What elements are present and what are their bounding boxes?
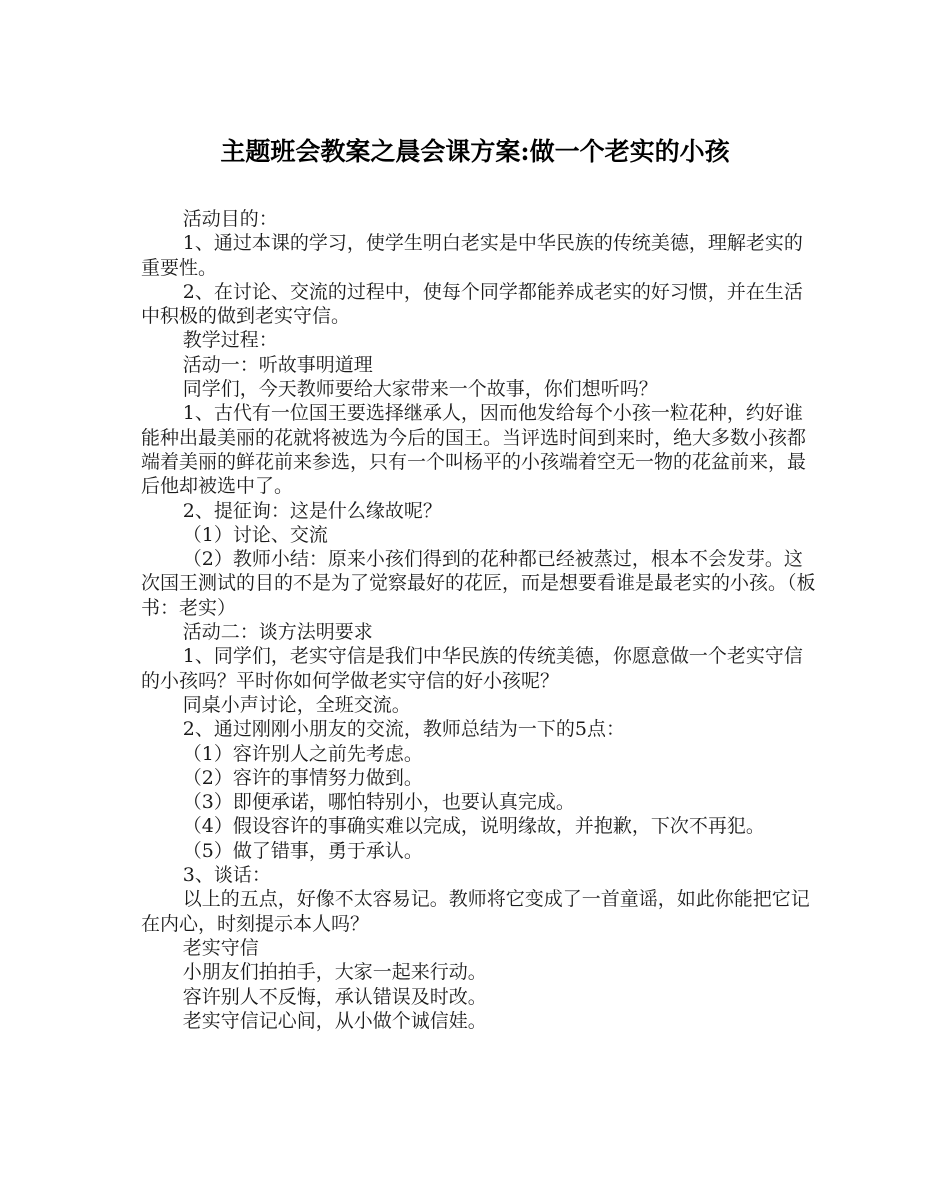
paragraph-five-points-intro: 2、通过刚刚小朋友的交流，教师总结为一下的5点： — [182, 718, 625, 741]
paragraph-activity-one-heading: 活动一：听故事明道理 — [182, 353, 373, 376]
paragraph-story-intro: 同学们，今天教师要给大家带来一个故事，你们想听吗？ — [182, 378, 658, 401]
paragraph-teacher-summary: （2）教师小结：原来小孩们得到的花种都已经被蒸过，根本不会发芽。这次国王测试的目的不是为了觉察最好的花匠，而是想要看谁是最老实的小孩。（板书：老实） — [141, 548, 816, 619]
paragraph-story: 1、古代有一位国王要选择继承人，因而他发给每个小孩一粒花种，约好谁能种出最美丽的花就将被选为今后的国王。当评选时间到来时，绝大多数小孩都端着美丽的鲜花前来参选，只有一个叫杨平的小孩端着空无一物的花盆前来，最后他却被选中了。 — [141, 402, 807, 498]
paragraph-talk-heading: 3、谈话： — [182, 864, 271, 887]
paragraph-rhyme-line-2: 容许别人不反悔，承认错误及时改。 — [182, 985, 487, 1008]
paragraph-point-4: （4）假设容许的事确实难以完成，说明缘故，并抱歉，下次不再犯。 — [182, 815, 765, 838]
paragraph-rhyme-title: 老实守信 — [182, 936, 259, 959]
paragraph-goal-2: 2、在讨论、交流的过程中，使每个同学都能养成老实的好习惯，并在生活中积极的做到老实守信。 — [141, 280, 803, 328]
paragraph-class-discussion: 同桌小声讨论，全班交流。 — [182, 693, 411, 716]
paragraph-point-2: （2）容许的事情努力做到。 — [182, 766, 423, 789]
paragraph-rhyme-line-3: 老实守信记心间，从小做个诚信娃。 — [182, 1009, 487, 1032]
paragraph-point-3: （3）即便承诺，哪怕特别小，也要认真完成。 — [182, 791, 575, 814]
paragraph-honesty-question: 1、同学们，老实守信是我们中华民族的传统美德，你愿意做一个老实守信的小孩吗？平时你如何学做老实守信的好小孩呢？ — [141, 645, 803, 692]
document-body — [141, 207, 816, 1033]
paragraph-rhyme-intro: 以上的五点，好像不太容易记。教师将它变成了一首童谣，如此你能把它记在内心，时刻提示本人吗？ — [141, 888, 810, 935]
paragraph-discussion: （1）讨论、交流 — [182, 523, 328, 546]
paragraph-rhyme-line-1: 小朋友们拍拍手，大家一起来行动。 — [182, 961, 487, 984]
paragraph-question: 2、提征询：这是什么缘故呢？ — [182, 499, 442, 522]
paragraph-activity-two-heading: 活动二：谈方法明要求 — [182, 621, 373, 644]
paragraph-teaching-process-heading: 教学过程： — [182, 329, 278, 352]
paragraph-point-1: （1）容许别人之前先考虑。 — [182, 742, 423, 765]
paragraph-activity-goal-heading: 活动目的： — [182, 208, 278, 230]
paragraph-point-5: （5）做了错事，勇于承认。 — [182, 839, 423, 862]
document-title: 主题班会教案之晨会课方案:做一个老实的小孩 — [220, 137, 730, 166]
paragraph-goal-1: 1、通过本课的学习，使学生明白老实是中华民族的传统美德，理解老实的重要性。 — [141, 232, 803, 279]
